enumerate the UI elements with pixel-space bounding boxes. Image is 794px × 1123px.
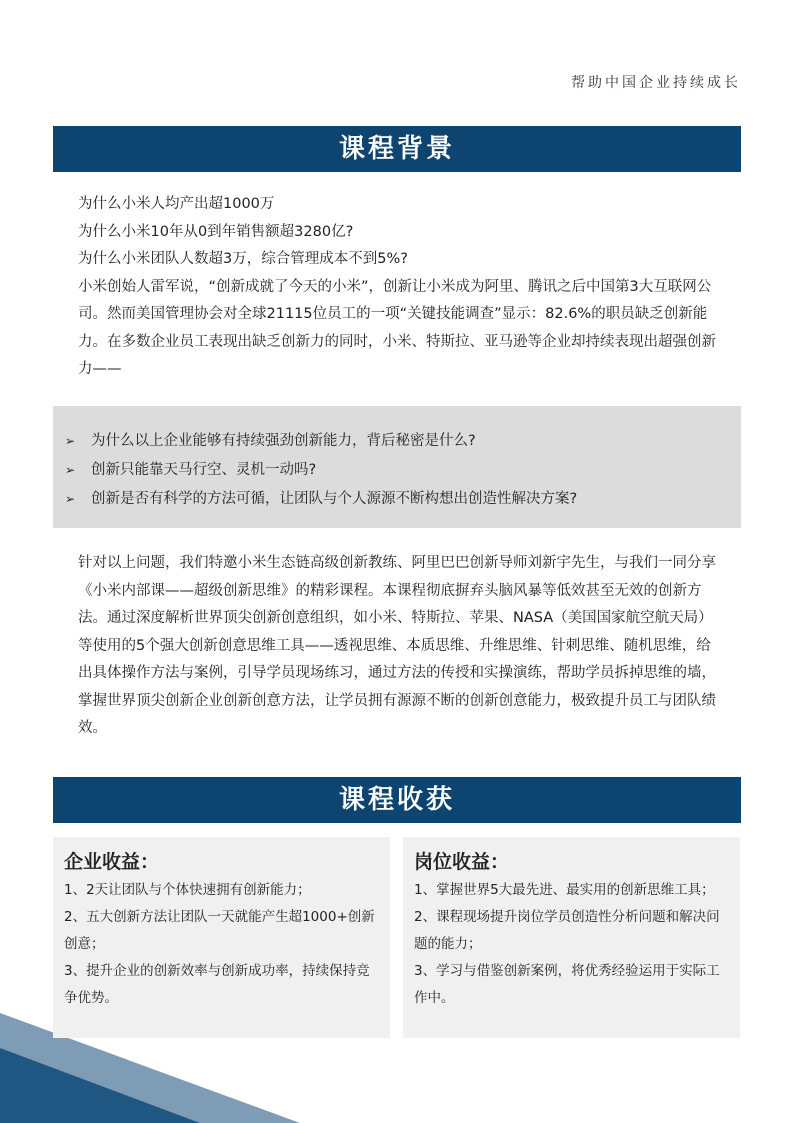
position-gains-title: 岗位收益： [414,851,510,873]
course-intro: 针对以上问题，我们特邀小米生态链高级创新教练、阿里巴巴创新导师刘新宇先生，与我们一同分享《小米内部课——超级创新思维》的精彩课程。本课程彻底摒弃头脑风暴等低效甚至无效的创新方法。通过深度解析世界顶尖创新创意组织，如小米、特斯拉、苹果、NASA（美国国家航空航天局）等使用的5个强大创新创意思维工具——透视思维、本质思维、升维思维、针刺思维、随机思维，给出具体操作方法与案例，引导学员现场练习，通过方法的传授和实操演练，帮助学员拆掉思维的墙，掌握世界顶尖创新企业创新创意方法，让学员拥有源源不断的创新创意能力，极致提升员工与团队绩效。 [78,555,716,736]
position-gain-item: 2、课程现场提升岗位学员创造性分析问题和解决问题的能力； [414,909,720,952]
position-gains-card [403,837,740,1038]
position-gain-item: 3、学习与借鉴创新案例，将优秀经验运用于实际工作中。 [414,963,720,1006]
section-title-gains: 课程收获 [53,777,741,823]
decor-dark-triangle [0,1048,200,1123]
question-list [53,406,741,514]
enterprise-gain-item: 3、提升企业的创新效率与创新成功率，持续保持竞争优势。 [64,963,370,1006]
question-item [65,485,741,514]
background-text [78,191,728,384]
question-item [65,456,741,485]
question-text: 为什么以上企业能够有持续强劲创新能力，背后秘密是什么? [91,433,476,449]
background-paragraph: 小米创始人雷军说，“创新成就了今天的小米”，创新让小米成为阿里、腾讯之后中国第3大互联网公司。然而美国管理协会对全球21115位员工的一项“关键技能调查”显示：82.6%的职员缺乏创新能力。在多数企业员工表现出缺乏创新力的同时，小米、特斯拉、亚马逊等企业却持续表现出超强创新力—— [78,278,716,377]
arrow-right-icon: ➢ [65,463,76,477]
enterprise-gain-item: 1、2天让团队与个体快速拥有创新能力； [64,882,311,898]
enterprise-gains-card [53,837,390,1038]
background-paragraph: 为什么小米10年从0到年销售额超3280亿? [78,223,354,240]
enterprise-gain-item: 2、五大创新方法让团队一天就能产生超1000+创新创意； [64,909,375,952]
background-paragraph: 为什么小米人均产出超1000万 [78,196,275,212]
position-gain-item: 1、掌握世界5大最先进、最实用的创新思维工具； [414,882,715,898]
question-text: 创新只能靠天马行空、灵机一动吗? [91,462,317,478]
section-title-background: 课程背景 [53,126,741,172]
question-text: 创新是否有科学的方法可循，让团队与个人源源不断构想出创造性解决方案? [91,491,578,507]
background-paragraph: 为什么小米团队人数超3万，综合管理成本不到5%? [78,251,408,267]
question-item [65,427,741,456]
arrow-right-icon: ➢ [65,492,76,506]
question-box [53,406,741,528]
arrow-right-icon: ➢ [65,434,76,448]
tagline: 帮助中国企业持续成长 [571,75,741,91]
enterprise-gains-title: 企业收益： [64,851,160,873]
